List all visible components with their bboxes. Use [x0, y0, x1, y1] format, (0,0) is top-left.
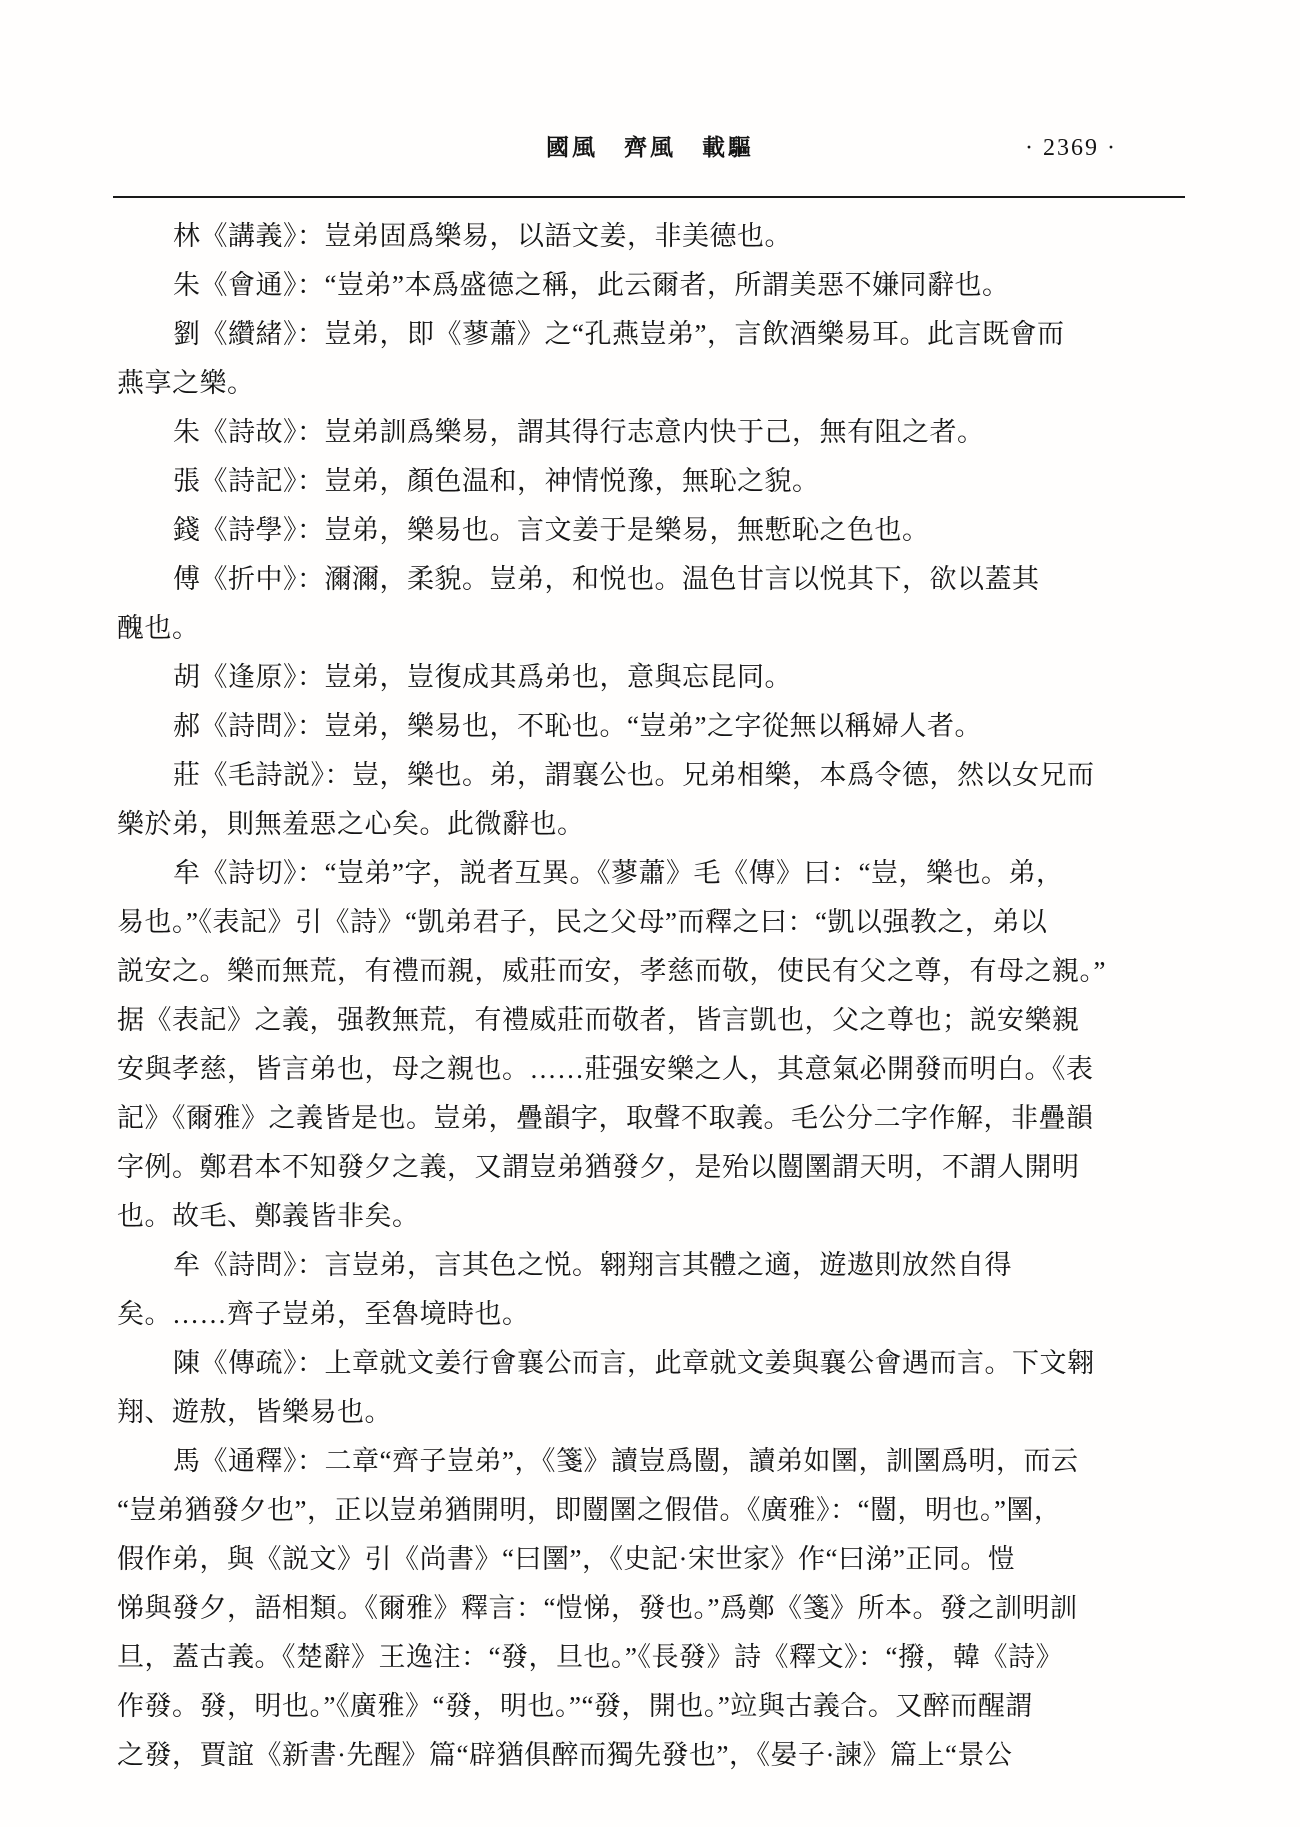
- page-number: · 2369 ·: [1025, 135, 1117, 161]
- text-line: 樂於弟，則無羞惡之心矣。此微辭也。: [117, 809, 585, 839]
- page-header: [115, 128, 1185, 172]
- text-line: 假作弟，與《説文》引《尚書》“曰圛”，《史記·宋世家》作“曰涕”正同。愷: [117, 1544, 1016, 1574]
- text-line: 記》《爾雅》之義皆是也。豈弟，疊韻字，取聲不取義。毛公分二字作解，非疊韻: [117, 1103, 1094, 1133]
- text-line: 傅《折中》：濔濔，柔貌。豈弟，和悦也。温色甘言以悦其下，欲以蓋其: [173, 564, 1040, 594]
- text-line: 字例。鄭君本不知發夕之義，又謂豈弟猶發夕，是殆以闓圛謂天明，不謂人開明: [117, 1152, 1080, 1182]
- text-line: 劉《纘緒》：豈弟，即《蓼蕭》之“孔燕豈弟”，言飲酒樂易耳。此言既會而: [173, 319, 1065, 349]
- text-line: “豈弟猶發夕也”，正以豈弟猶開明，即闓圛之假借。《廣雅》：“闓，明也。”圛，: [117, 1495, 1062, 1525]
- header-rule: [113, 196, 1185, 198]
- text-line: 安與孝慈，皆言弟也，母之親也。……莊强安樂之人，其意氣必開發而明白。《表: [117, 1054, 1094, 1084]
- text-line: 燕享之樂。: [117, 368, 255, 398]
- text-block: [117, 212, 1185, 1780]
- text-line: 翔、遊敖，皆樂易也。: [117, 1397, 392, 1427]
- text-line: 据《表記》之義，强教無荒，有禮威莊而敬者，皆言凱也，父之尊也；説安樂親: [117, 1005, 1080, 1035]
- text-line: 醜也。: [117, 613, 200, 643]
- text-line: 林《講義》：豈弟固爲樂易，以語文姜，非美德也。: [173, 221, 792, 251]
- text-line: 張《詩記》：豈弟，顏色温和，神情悦豫，無恥之貌。: [173, 466, 820, 496]
- text-line: 莊《毛詩説》：豈，樂也。弟，謂襄公也。兄弟相樂，本爲令德，然以女兄而: [173, 760, 1095, 790]
- running-head-title: 國風 齊風 載驅: [546, 135, 754, 160]
- text-line: 郝《詩問》：豈弟，樂易也，不恥也。“豈弟”之字從無以稱婦人者。: [173, 711, 982, 741]
- text-line: 馬《通釋》：二章“齊子豈弟”，《箋》讀豈爲闓，讀弟如圛，訓圛爲明，而云: [173, 1446, 1079, 1476]
- text-line: 旦，蓋古義。《楚辭》王逸注：“發，旦也。”《長發》詩《釋文》：“撥，韓《詩》: [117, 1642, 1063, 1672]
- text-line: 易也。”《表記》引《詩》“凱弟君子，民之父母”而釋之曰：“凱以强教之，弟以: [117, 907, 1048, 937]
- text-line: 朱《詩故》：豈弟訓爲樂易，謂其得行志意内快于己，無有阻之者。: [173, 417, 985, 447]
- text-line: 也。故毛、鄭義皆非矣。: [117, 1201, 420, 1231]
- text-line: 朱《會通》：“豈弟”本爲盛德之稱，此云爾者，所謂美惡不嫌同辭也。: [173, 270, 1010, 300]
- text-line: 牟《詩切》：“豈弟”字，説者互異。《蓼蕭》毛《傳》曰：“豈，樂也。弟，: [173, 858, 1064, 888]
- text-line: 胡《逢原》：豈弟，豈復成其爲弟也，意與忘昆同。: [173, 662, 792, 692]
- text-line: 陳《傳疏》：上章就文姜行會襄公而言，此章就文姜與襄公會遇而言。下文翱: [173, 1348, 1095, 1378]
- text-line: 牟《詩問》：言豈弟，言其色之悦。翱翔言其體之適，遊遨則放然自得: [173, 1250, 1012, 1280]
- text-line: 悌與發夕，語相類。《爾雅》釋言：“愷悌，發也。”爲鄭《箋》所本。發之訓明訓: [117, 1593, 1078, 1623]
- text-line: 錢《詩學》：豈弟，樂易也。言文姜于是樂易，無慙恥之色也。: [173, 515, 930, 545]
- text-line: 矣。……齊子豈弟，至魯境時也。: [117, 1299, 530, 1329]
- text-line: 説安之。樂而無荒，有禮而親，威莊而安，孝慈而敬，使民有父之尊，有母之親。”: [117, 956, 1106, 986]
- text-line: 之發，賈誼《新書·先醒》篇“辟猶俱醉而獨先發也”，《晏子·諫》篇上“景公: [117, 1740, 1013, 1770]
- text-line: 作發。發，明也。”《廣雅》“發，明也。”“發，開也。”竝與古義合。又醉而醒謂: [117, 1691, 1033, 1721]
